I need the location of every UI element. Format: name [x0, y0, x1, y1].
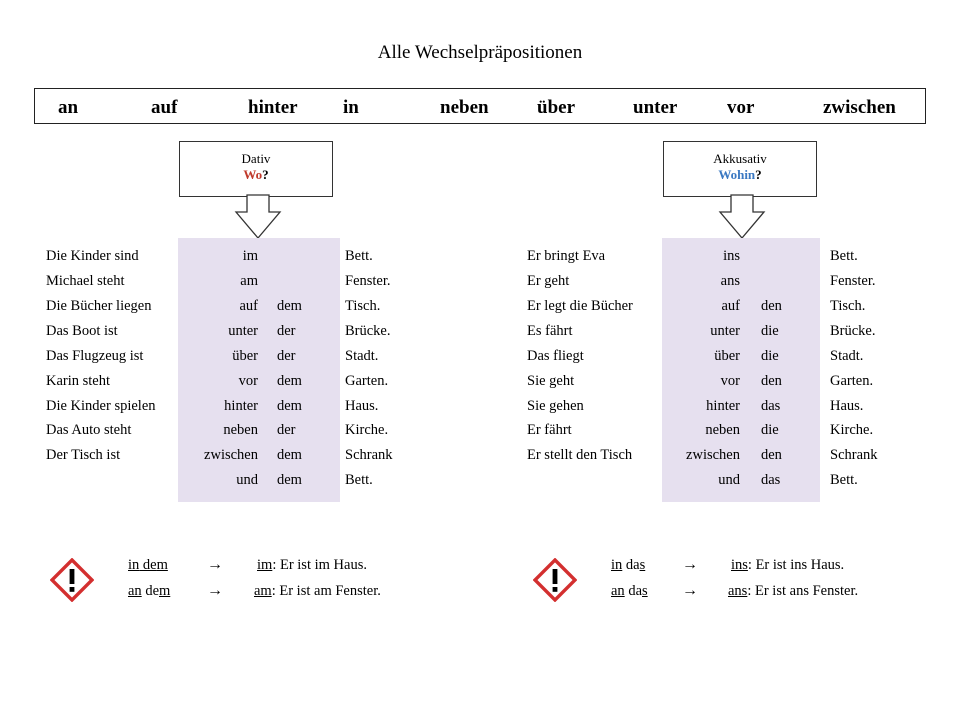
- dativ-prep: auf: [239, 298, 258, 314]
- note-prep: an: [128, 583, 142, 599]
- dativ-subject: Michael steht: [46, 273, 125, 289]
- arrow-icon: →: [207, 582, 223, 599]
- prep-an: an: [58, 97, 79, 118]
- akk-contraction-result: [728, 583, 858, 600]
- down-arrow-icon: [718, 194, 766, 242]
- dativ-contraction-result: [254, 583, 381, 600]
- note-article: da: [622, 557, 640, 573]
- note-contraction: ins: [731, 557, 748, 573]
- akk-noun: Kirche.: [830, 422, 874, 438]
- dativ-article: dem: [277, 447, 302, 463]
- dativ-prep: im: [242, 248, 258, 264]
- down-arrow-icon: [234, 194, 282, 242]
- dativ-subject: Der Tisch ist: [46, 447, 121, 463]
- prep-vor: vor: [727, 97, 755, 118]
- dativ-question-mark: ?: [262, 167, 269, 182]
- dativ-article: der: [277, 422, 296, 438]
- dativ-question: [180, 167, 332, 183]
- akk-noun: Garten.: [830, 373, 874, 389]
- note-prep: in: [611, 557, 623, 573]
- dativ-noun: Garten.: [345, 373, 389, 389]
- akk-prep: über: [714, 348, 740, 364]
- warning-icon: [50, 558, 94, 602]
- akk-prep: hinter: [706, 398, 740, 414]
- akkusativ-question-mark: ?: [755, 167, 762, 182]
- akk-article: die: [761, 422, 779, 438]
- warning-icon: [533, 558, 577, 602]
- dativ-article: der: [277, 323, 296, 339]
- note-article: da: [624, 583, 642, 599]
- dativ-prep: neben: [223, 422, 258, 438]
- prep-unter: unter: [633, 97, 678, 118]
- dativ-subject: Die Kinder sind: [46, 248, 139, 264]
- akk-contraction-note: [611, 557, 645, 574]
- note-example: : Er ist am Fenster.: [271, 583, 381, 599]
- dativ-subject: Die Bücher liegen: [46, 298, 152, 314]
- dativ-prep: hinter: [224, 398, 258, 414]
- prep-hinter: hinter: [248, 97, 298, 118]
- akk-prep: vor: [720, 373, 740, 389]
- prep-in: in: [343, 97, 359, 118]
- dativ-subject: Die Kinder spielen: [46, 398, 156, 414]
- akk-article: den: [761, 447, 782, 463]
- page-title: Alle Wechselpräpositionen: [377, 42, 583, 63]
- akk-subject: Er fährt: [527, 422, 572, 438]
- akk-prep: und: [718, 472, 740, 488]
- note-contraction: ans: [728, 583, 748, 599]
- dativ-article: dem: [277, 398, 302, 414]
- dativ-subject: Das Boot ist: [46, 323, 118, 339]
- prep-neben: neben: [440, 97, 489, 118]
- akk-subject: Das fliegt: [527, 348, 584, 364]
- note-example: : Er ist ans Fenster.: [747, 583, 859, 599]
- akk-noun: Bett.: [830, 248, 858, 264]
- dativ-noun: Bett.: [345, 472, 373, 488]
- dativ-noun: Tisch.: [345, 298, 381, 314]
- akk-article: den: [761, 373, 782, 389]
- arrow-icon: →: [682, 582, 698, 599]
- akk-prep: zwischen: [686, 447, 740, 463]
- akk-article: den: [761, 298, 782, 314]
- dativ-article: dem: [277, 373, 302, 389]
- akk-noun: Schrank: [830, 447, 878, 463]
- dativ-noun: Schrank: [345, 447, 393, 463]
- akk-noun: Brücke.: [830, 323, 876, 339]
- akk-article: das: [761, 472, 781, 488]
- akkusativ-question-word: Wohin: [718, 167, 756, 182]
- dativ-subject: Das Auto steht: [46, 422, 132, 438]
- dativ-contraction-note: [128, 557, 168, 574]
- akkusativ-label: Akkusativ: [713, 151, 767, 166]
- dativ-noun: Brücke.: [345, 323, 391, 339]
- prep-zwischen: zwischen: [823, 97, 896, 118]
- akk-subject: Er stellt den Tisch: [527, 447, 633, 463]
- akk-prep: ins: [723, 248, 740, 264]
- akk-article: das: [761, 398, 781, 414]
- note-article-ending: s: [642, 583, 648, 599]
- akk-subject: Er geht: [527, 273, 570, 289]
- akk-prep: unter: [710, 323, 740, 339]
- akkusativ-box: [663, 141, 817, 197]
- dativ-noun: Bett.: [345, 248, 373, 264]
- note-article-ending: m: [156, 557, 168, 573]
- dativ-article: dem: [277, 298, 302, 314]
- dativ-label: Dativ: [241, 151, 271, 166]
- akk-noun: Haus.: [830, 398, 864, 414]
- akk-article: die: [761, 348, 779, 364]
- dativ-noun: Fenster.: [345, 273, 391, 289]
- dativ-prep: unter: [228, 323, 258, 339]
- akk-noun: Bett.: [830, 472, 858, 488]
- akk-subject: Sie gehen: [527, 398, 584, 414]
- note-contraction: im: [257, 557, 273, 573]
- dativ-article: dem: [277, 472, 302, 488]
- dativ-prep: zwischen: [204, 447, 258, 463]
- note-article: de: [139, 557, 157, 573]
- akk-noun: Stadt.: [830, 348, 864, 364]
- dativ-article: der: [277, 348, 296, 364]
- dativ-box: [179, 141, 333, 197]
- dativ-question-word: Wo: [243, 167, 263, 182]
- prep-auf: auf: [151, 97, 178, 118]
- akk-prep: ans: [720, 273, 740, 289]
- dativ-contraction-note: [128, 583, 170, 600]
- note-contraction: am: [254, 583, 272, 599]
- prep-ueber: über: [537, 97, 575, 118]
- dativ-prep: über: [232, 348, 258, 364]
- dativ-contraction-result: [257, 557, 367, 574]
- note-article: de: [141, 583, 159, 599]
- dativ-noun: Stadt.: [345, 348, 379, 364]
- akkusativ-question: [664, 167, 816, 183]
- akk-subject: Er legt die Bücher: [527, 298, 633, 314]
- akk-noun: Fenster.: [830, 273, 876, 289]
- akk-contraction-result: [731, 557, 844, 574]
- dativ-subject: Das Flugzeug ist: [46, 348, 144, 364]
- dativ-subject: Karin steht: [46, 373, 111, 389]
- akk-subject: Es fährt: [527, 323, 573, 339]
- akk-prep: neben: [705, 422, 740, 438]
- dativ-prep: am: [240, 273, 258, 289]
- akk-subject: Er bringt Eva: [527, 248, 606, 264]
- dativ-prep: vor: [238, 373, 258, 389]
- note-example: : Er ist im Haus.: [272, 557, 367, 573]
- akk-contraction-note: [611, 583, 648, 600]
- dativ-prep: und: [236, 472, 258, 488]
- akk-article: die: [761, 323, 779, 339]
- akk-subject: Sie geht: [527, 373, 575, 389]
- note-prep: an: [611, 583, 625, 599]
- dativ-noun: Kirche.: [345, 422, 389, 438]
- note-example: : Er ist ins Haus.: [747, 557, 845, 573]
- note-article-ending: m: [159, 583, 171, 599]
- note-prep: in: [128, 557, 140, 573]
- akk-prep: auf: [721, 298, 740, 314]
- dativ-noun: Haus.: [345, 398, 379, 414]
- arrow-icon: →: [682, 556, 698, 573]
- akk-noun: Tisch.: [830, 298, 866, 314]
- arrow-icon: →: [207, 556, 223, 573]
- note-article-ending: s: [639, 557, 646, 573]
